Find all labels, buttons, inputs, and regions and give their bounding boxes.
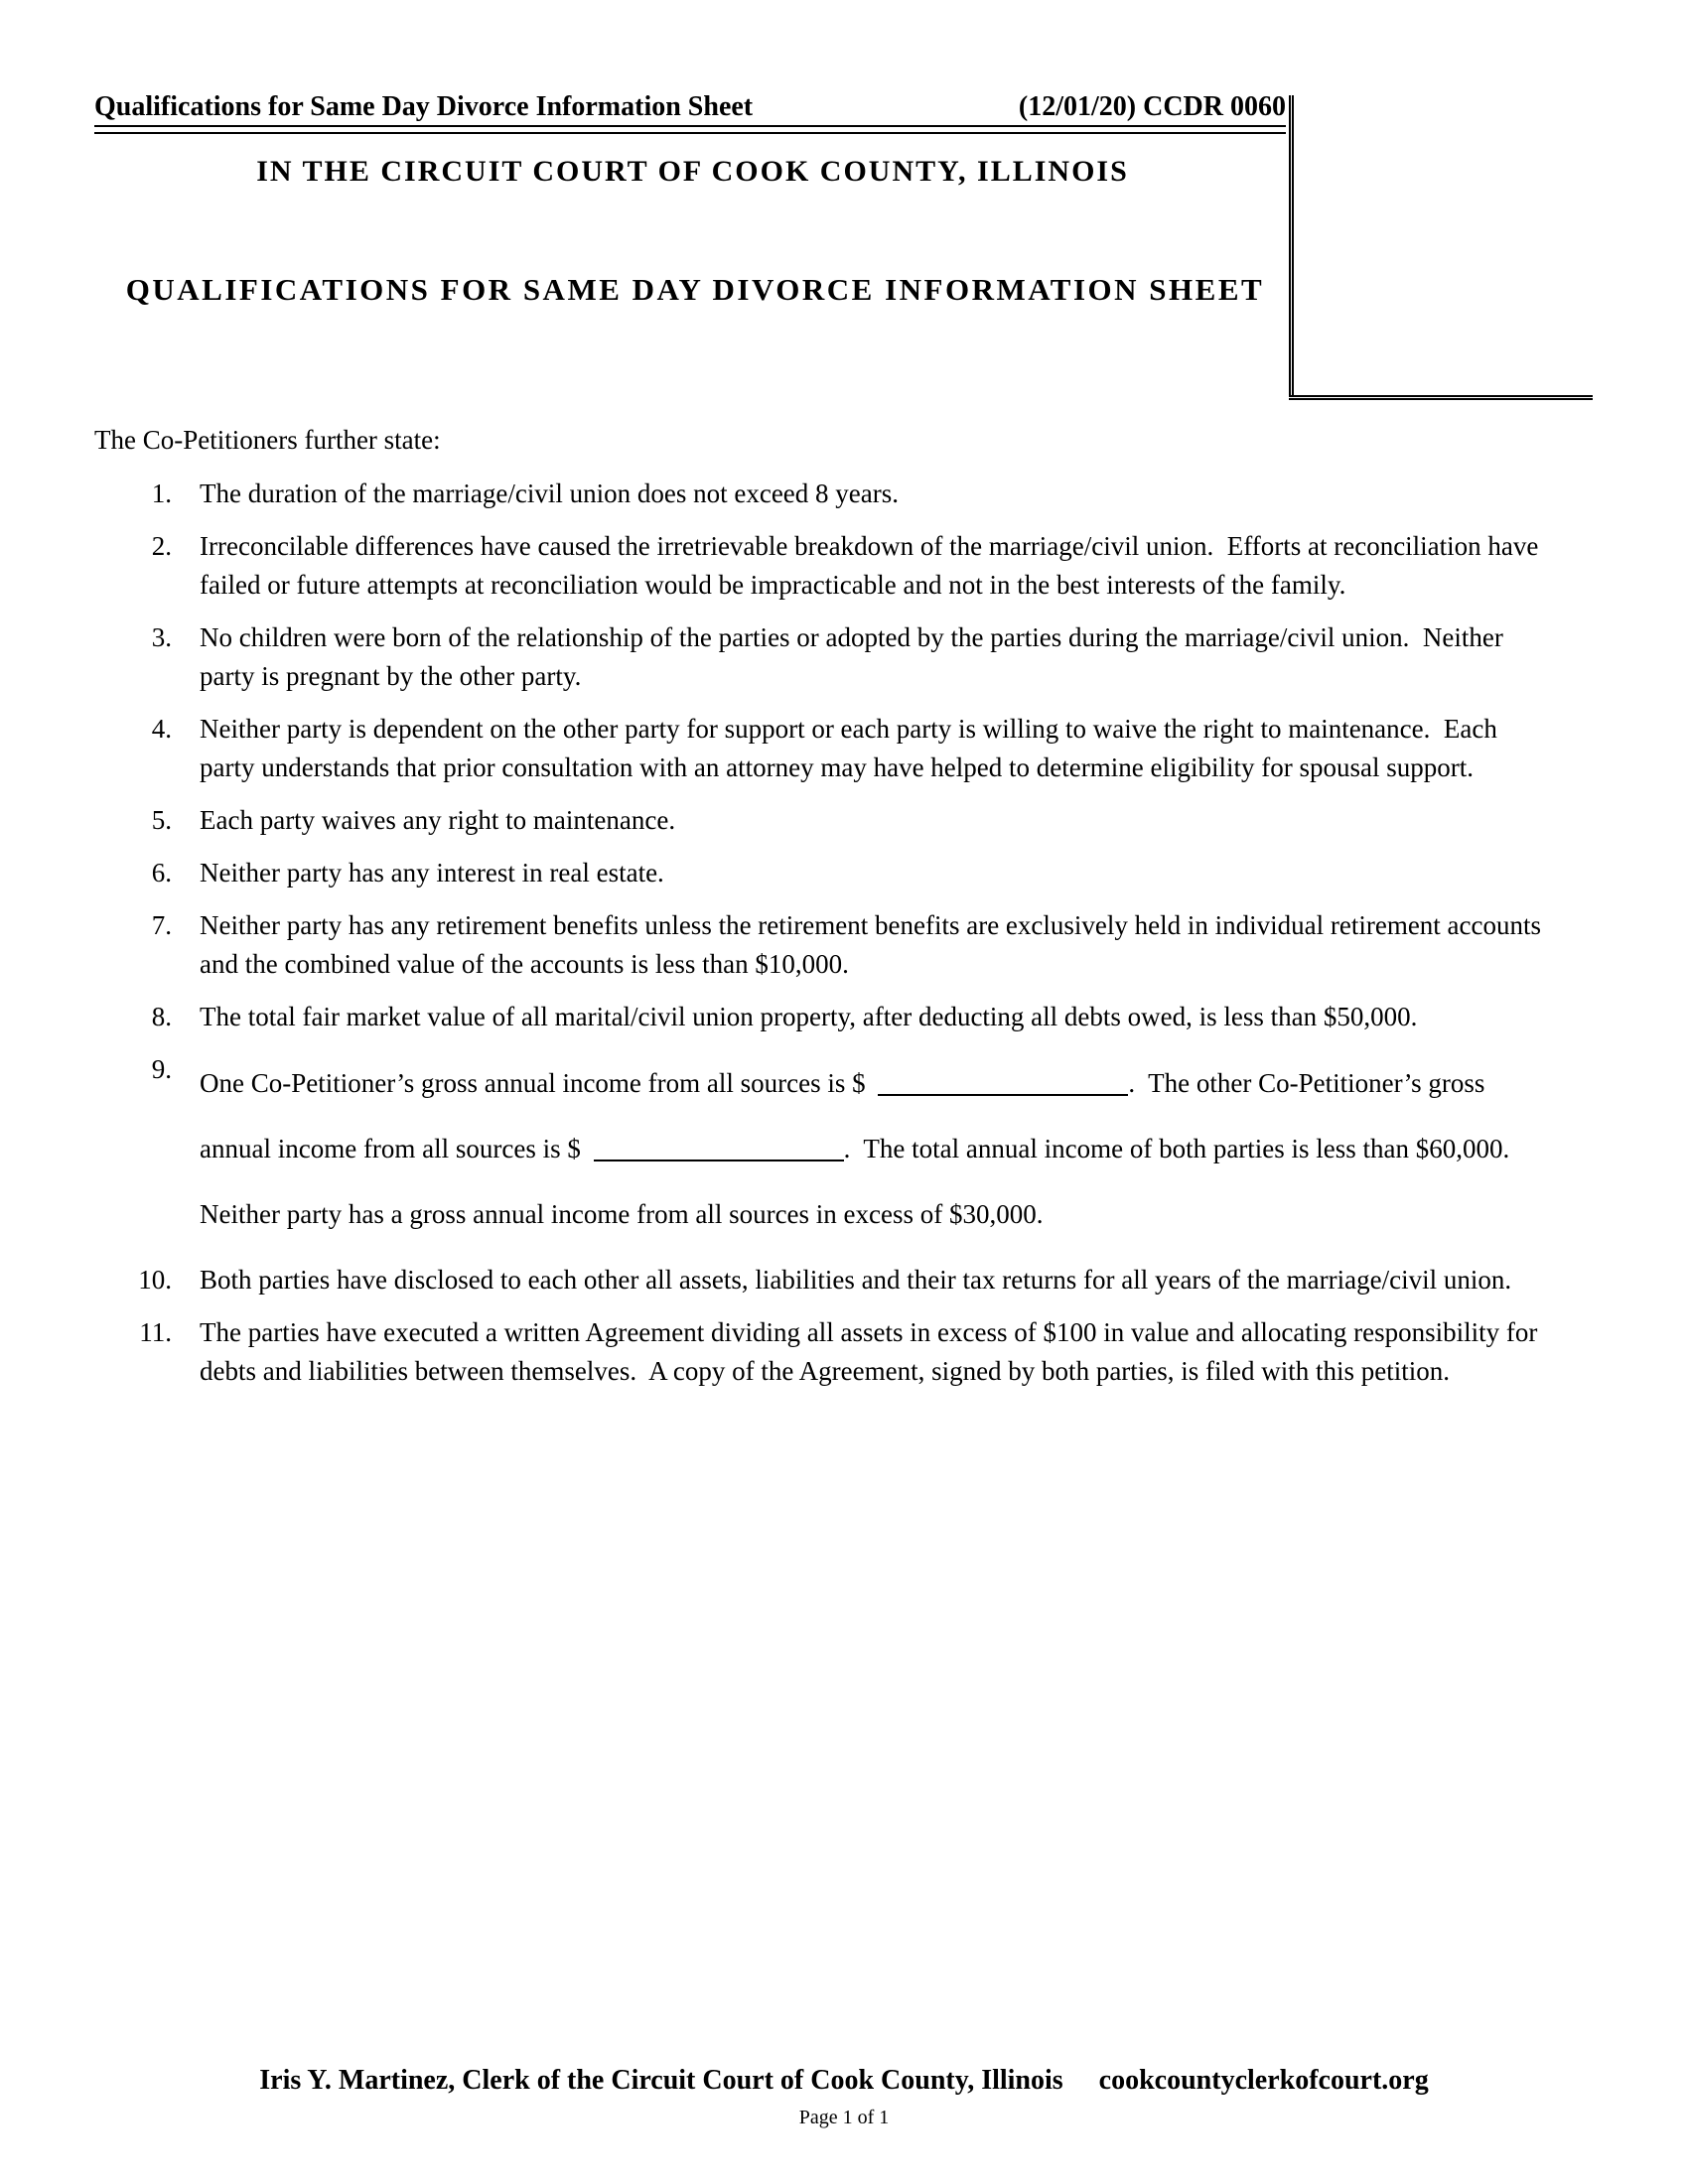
clerk-website: cookcountyclerkofcourt.org [1098, 2065, 1429, 2096]
list-item-number: 8. [151, 1002, 172, 1031]
list-item-number: 9. [151, 1054, 172, 1084]
list-item-number: 10. [138, 1265, 172, 1295]
list-item-text: The total fair market value of all marital/civil union property, after deducting all debts owed, is less than $50,000. [200, 1002, 1418, 1031]
form-revision-number: (12/01/20) CCDR 0060 [1018, 91, 1286, 122]
list-item-number: 2. [151, 531, 172, 561]
list-item-number: 1. [151, 478, 172, 508]
income-text-before-blank1: One Co-Petitioner’s gross annual income from all sources is $ [200, 1068, 873, 1098]
form-header-title: Qualifications for Same Day Divorce Information Sheet [94, 91, 754, 122]
list-item [94, 801, 1549, 840]
list-item [94, 854, 1549, 892]
list-item [94, 1261, 1549, 1299]
list-item [94, 527, 1549, 605]
court-title: IN THE CIRCUIT COURT OF COOK COUNTY, ILLINOIS [256, 155, 1129, 188]
list-item [94, 475, 1549, 513]
list-item-text: Both parties have disclosed to each other all assets, liabilities and their tax returns for all years of the marriage/civil union. [200, 1265, 1512, 1295]
page-title: QUALIFICATIONS FOR SAME DAY DIVORCE INFORMATION SHEET [125, 272, 1265, 307]
list-item-text: The parties have executed a written Agreement dividing all assets in excess of $100 in value and allocating responsibility for debts and liabilities between themselves. A copy of the Agreement, signed by both parties, is filed with this petition. [200, 1317, 1545, 1386]
income-text-after-blank1: . The other Co-Petitioner’s gross annual income from all sources is $ [200, 1068, 1492, 1163]
list-item-text [200, 1050, 1548, 1247]
intro-statement: The Co-Petitioners further state: [94, 425, 441, 455]
clerk-name-line: Iris Y. Martinez, Clerk of the Circuit Court of Cook County, Illinois [259, 2065, 1063, 2096]
list-item-number: 7. [151, 910, 172, 940]
list-item [94, 1313, 1549, 1391]
caption-box-vertical-border [1289, 95, 1294, 395]
list-item-text: Irreconcilable differences have caused the irretrievable breakdown of the marriage/civil union. Efforts at reconciliation have failed or future attempts at reconciliation would be impracticable and not in the best interests of the family. [200, 531, 1546, 600]
list-item-text: Neither party has any interest in real estate. [200, 858, 664, 887]
list-item [94, 998, 1549, 1036]
list-item [94, 906, 1549, 984]
list-item-number: 11. [139, 1317, 172, 1347]
list-item-text: Neither party is dependent on the other party for support or each party is willing to waive the right to maintenance. Each party understands that prior consultation with an attorney may have helped to determine eligibility for spousal support. [200, 714, 1504, 782]
list-item-number: 3. [151, 622, 172, 652]
income-text-after-blank2: . The total annual income of both parties is less than $60,000. Neither party has a gross annual income from all sources in excess of $30,000. [200, 1134, 1523, 1229]
list-item-text: Each party waives any right to maintenance. [200, 805, 676, 835]
caption-box-horizontal-border [1289, 395, 1593, 400]
list-item-number: 6. [151, 858, 172, 887]
page-number: Page 1 of 1 [798, 2107, 890, 2128]
form-header [94, 91, 1286, 134]
list-item-income [94, 1050, 1549, 1247]
list-item [94, 710, 1549, 787]
list-item-text: No children were born of the relationship of the parties or adopted by the parties during the marriage/civil union. Neither party is pregnant by the other party. [200, 622, 1510, 691]
document-footer [0, 2065, 1688, 2097]
list-item [94, 618, 1549, 696]
document-body [94, 421, 1549, 1405]
list-item-number: 5. [151, 805, 172, 835]
list-item-text: Neither party has any retirement benefits unless the retirement benefits are exclusively held in individual retirement accounts and the combined value of the accounts is less than $10,000. [200, 910, 1548, 979]
list-item-number: 4. [151, 714, 172, 744]
income-blank-field-2[interactable] [594, 1160, 844, 1161]
list-item-text: The duration of the marriage/civil union does not exceed 8 years. [200, 478, 900, 508]
income-blank-field-1[interactable] [878, 1094, 1128, 1096]
